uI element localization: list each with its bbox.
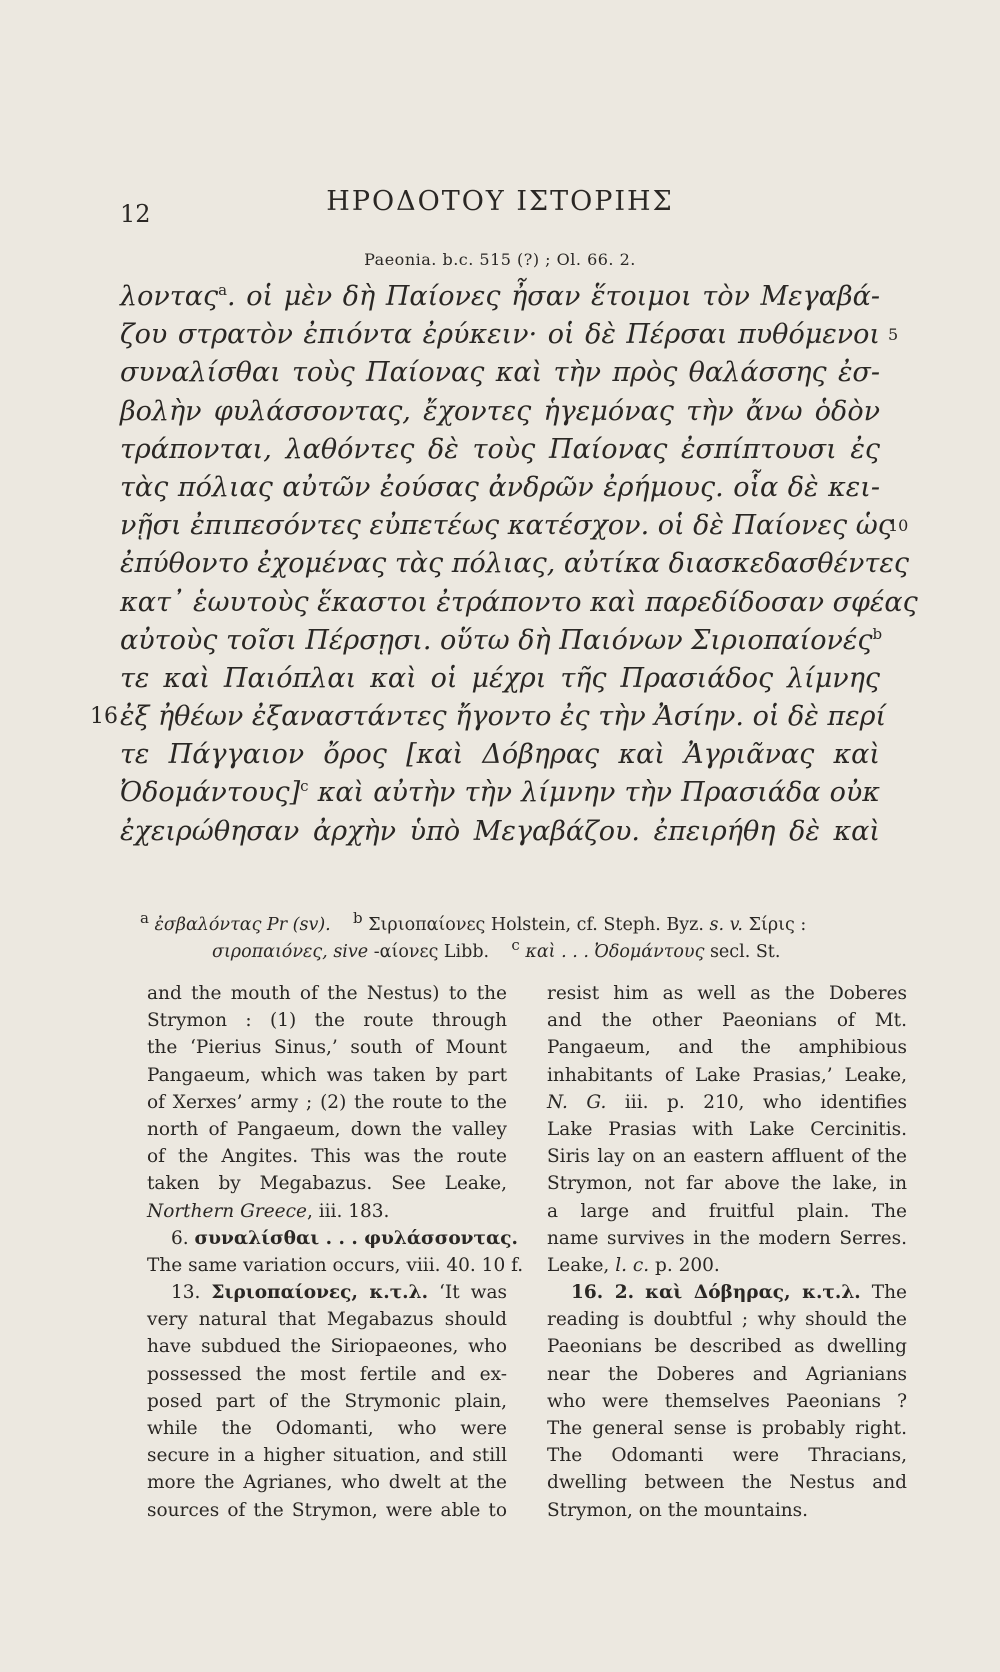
book-abbrev: N. G. — [547, 1091, 607, 1113]
commentary-text: ‘It was — [439, 1282, 507, 1304]
apparatus-marker: a — [140, 909, 149, 928]
apparatus-entry: s. v. — [709, 915, 743, 935]
commentary-line: Strymon : (1) the route through — [147, 1010, 507, 1032]
greek-line-text: τε καὶ Παιόπλαι καὶ οἱ μέχρι τῆς Πρασιάδος λίμνης — [120, 662, 880, 694]
greek-line-text: καὶ αὐτὴν τὴν λίμνην τὴν Πρασιάδα οὐκ — [308, 777, 880, 809]
commentary-line: The same variation occurs, viii. 40. 10 f. — [147, 1254, 524, 1276]
greek-line-text: βολὴν φυλάσσοντας, ἔχοντες ἡγεμόνας τὴν ἄνω ὁδὸν — [120, 395, 880, 427]
greek-line — [120, 774, 880, 812]
footnote-marker-c: c — [300, 777, 309, 796]
greek-main-text — [90, 278, 918, 851]
commentary-line: Strymon, on the mountains. — [547, 1499, 809, 1521]
apparatus-entry: secl. St. — [709, 942, 781, 962]
commentary-line: inhabitants of Lake Prasias,’ Leake, — [547, 1064, 907, 1086]
greek-line-text: τὰς πόλιας αὐτῶν ἐούσας ἀνδρῶν ἐρήμους. οἷα δὲ κει- — [120, 471, 880, 503]
commentary-line: have subdued the Siriopaeones, who — [147, 1336, 507, 1358]
greek-line-text: νῇσι ἐπιπεσόντες εὐπετέως κατέσχον. οἱ δὲ Παίονες ὡς — [120, 510, 893, 542]
note-number: 16. 2. — [571, 1282, 635, 1304]
note-number: 13. — [171, 1282, 201, 1304]
commentary-note — [147, 1279, 507, 1306]
page-number: 12 — [120, 200, 151, 228]
greek-line-text: τράπονται, λαθόντες δὲ τοὺς Παίονας ἐσπίπτουσι ἐς — [120, 433, 880, 465]
apparatus-entry: Σίρις : — [748, 915, 807, 935]
commentary-line: more the Agrianes, who dwelt at the — [147, 1472, 507, 1494]
commentary-line: a large and fruitful plain. The — [547, 1200, 907, 1222]
greek-line-text: ἐχειρώθησαν ἀρχὴν ὑπὸ Μεγαβάζου. ἐπειρήθη δὲ καὶ — [120, 815, 880, 847]
commentary-line: secure in a higher situation, and still — [147, 1445, 507, 1467]
commentary-line: Pangaeum, which was taken by part — [147, 1064, 507, 1086]
running-head: ΗΡΟΔΟΤΟΥ ΙΣΤΟΡΙΗΣ — [326, 186, 674, 217]
note-lemma: Σιριοπαίονες, κ.τ.λ. — [211, 1282, 429, 1304]
commentary-line: of the Angites. This was the route — [147, 1146, 507, 1168]
commentary-right-column — [547, 980, 907, 1524]
commentary-line: The general sense is probably right. — [547, 1418, 907, 1439]
greek-line — [120, 354, 880, 392]
greek-line-text: τε Πάγγαιον ὄρος [καὶ Δόβηρας καὶ Ἀγριᾶνας καὶ — [120, 739, 880, 771]
greek-line-text: ἐξ ἠθέων ἐξαναστάντες ἤγοντο ἐς τὴν Ἀσίην. οἱ δὲ περί — [120, 701, 887, 733]
greek-line — [120, 278, 880, 316]
commentary-line: of Xerxes’ army ; (2) the route to the — [147, 1091, 507, 1113]
commentary-line: very natural that Megabazus should — [147, 1309, 507, 1331]
commentary-line — [547, 1089, 907, 1116]
commentary-line: possessed the most fertile and ex- — [147, 1363, 507, 1385]
commentary-line: posed part of the Strymonic plain, — [147, 1390, 507, 1412]
greek-line-text: ἐπύθοντο ἐχομένας τὰς πόλιας, αὐτίκα διασκεδασθέντες — [120, 548, 909, 580]
greek-line — [120, 736, 880, 774]
greek-line — [120, 813, 880, 851]
apparatus-row — [140, 936, 900, 966]
note-lemma: συναλίσθαι . . . φυλάσσοντας. — [194, 1227, 518, 1249]
commentary-line: while the Odomanti, who were — [147, 1418, 507, 1439]
commentary-line: The Odomanti were Thracians, — [547, 1445, 907, 1467]
note-lemma: καὶ Δόβηρας, κ.τ.λ. — [645, 1282, 861, 1304]
commentary-line: who were themselves Paeonians ? — [547, 1390, 907, 1412]
apparatus-marker: c — [511, 936, 520, 955]
commentary-line: Paeonians be described as dwelling — [547, 1336, 907, 1358]
greek-line — [120, 545, 909, 583]
book-title: Northern Greece — [147, 1200, 307, 1222]
greek-line — [120, 507, 909, 545]
commentary-line: Siris lay on an eastern affluent of the — [547, 1146, 907, 1168]
commentary-line: north of Pangaeum, down the valley — [147, 1118, 507, 1140]
commentary-left-column — [147, 980, 524, 1524]
commentary-line: taken by Megabazus. See Leake, — [147, 1173, 507, 1195]
commentary-line — [547, 1252, 907, 1279]
commentary-line — [147, 1198, 507, 1225]
commentary-line: Lake Prasias with Lake Cercinitis. — [547, 1118, 907, 1140]
greek-line-text: λοντας — [120, 281, 219, 312]
greek-line — [120, 622, 883, 660]
commentary-line: name survives in the modern Serres. — [547, 1227, 907, 1249]
dateline: Paeonia. b.c. 515 (?) ; Ol. 66. 2. — [364, 250, 636, 269]
greek-line — [120, 393, 880, 431]
apparatus-marker: b — [353, 909, 363, 928]
commentary-note — [547, 1279, 907, 1306]
apparatus-row — [140, 909, 900, 939]
commentary-note — [147, 1225, 518, 1252]
commentary-line: resist him as well as the Doberes — [547, 983, 907, 1004]
greek-line-text: συναλίσθαι τοὺς Παίονας καὶ τὴν πρὸς θαλάσσης ἐσ- — [120, 357, 880, 389]
footnote-marker-b: b — [872, 624, 883, 643]
greek-line — [120, 660, 880, 698]
greek-line — [120, 431, 880, 469]
commentary-line: reading is doubtful ; why should the — [547, 1309, 907, 1331]
book-abbrev: l. c. — [615, 1254, 650, 1276]
apparatus-entry: ἐσβαλόντας Pr (sv). — [154, 915, 331, 935]
line-number: 10 — [888, 516, 909, 536]
greek-line-text: ζου στρατὸν ἐπιόντα ἐρύκειν· οἱ δὲ Πέρσαι πυθόμενοι — [120, 319, 880, 351]
greek-line — [120, 316, 899, 354]
commentary-line: near the Doberes and Agrianians — [547, 1363, 907, 1385]
greek-line — [90, 698, 887, 736]
apparatus-entry: καὶ . . . Ὀδομάντους — [525, 942, 705, 962]
apparatus-entry: sive — [333, 942, 369, 962]
chapter-number: 16 — [90, 704, 118, 730]
commentary-line: and the mouth of the Nestus) to the — [147, 983, 507, 1004]
commentary-line: dwelling between the Nestus and — [547, 1472, 907, 1494]
greek-line-text: κατ᾽ ἑωυτοὺς ἕκαστοι ἐτράποντο καὶ παρεδίδοσαν σφέας — [120, 586, 918, 618]
commentary-line: Strymon, not far above the lake, in — [547, 1173, 907, 1195]
commentary-text: , iii. 183. — [306, 1200, 390, 1222]
greek-line-text: Ὀδομάντους] — [120, 777, 301, 809]
commentary-line: the ‘Pierius Sinus,’ south of Mount — [147, 1037, 507, 1059]
commentary-line: Pangaeum, and the amphibious — [547, 1037, 907, 1059]
commentary-text: Leake, — [547, 1254, 610, 1276]
commentary-line: sources of the Strymon, were able to — [147, 1499, 507, 1521]
note-number: 6. — [171, 1227, 189, 1249]
apparatus-criticus — [140, 909, 900, 966]
greek-line — [120, 584, 918, 622]
footnote-marker-a: a — [218, 281, 228, 299]
commentary-text: The — [871, 1282, 907, 1304]
commentary-line: and the other Paeonians of Mt. — [547, 1010, 907, 1032]
commentary-text: p. 200. — [655, 1254, 720, 1276]
apparatus-entry: -αίονες Libb. — [373, 942, 490, 962]
apparatus-entry: Σιριοπαίονες Holstein, cf. Steph. Byz. — [368, 915, 704, 935]
greek-line — [120, 469, 880, 507]
apparatus-entry: σιροπαιόνες, — [212, 942, 328, 962]
greek-line-text: αὐτοὺς τοῖσι Πέρσῃσι. οὕτω δὴ Παιόνων Σιριοπαίονές — [120, 624, 873, 656]
commentary-text: iii. p. 210, who identifies — [606, 1091, 908, 1113]
greek-line-text: . οἱ μὲν δὴ Παίονες ἦσαν ἕτοιμοι τὸν Μεγαβά- — [227, 281, 880, 312]
line-number: 5 — [888, 325, 899, 345]
